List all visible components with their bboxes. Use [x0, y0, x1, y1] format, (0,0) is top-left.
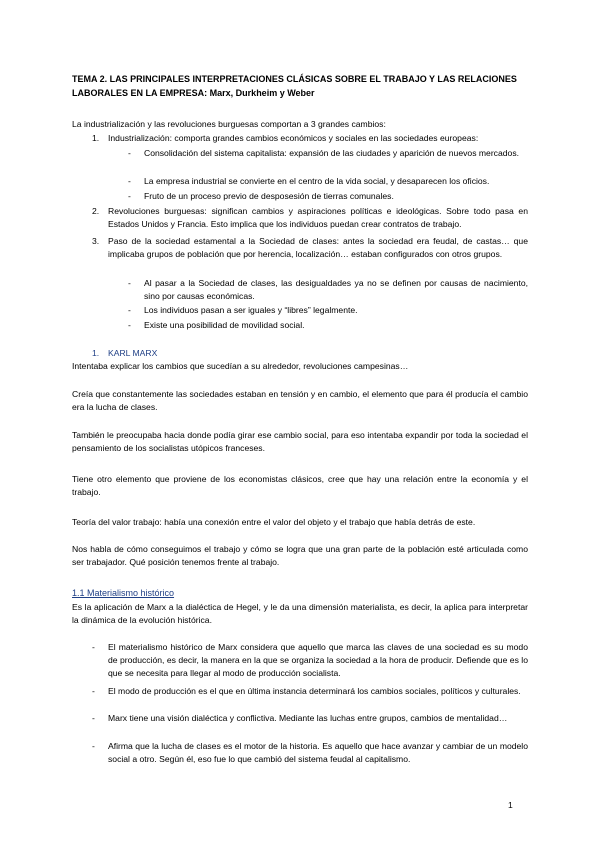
change-1-number: 1.	[92, 133, 100, 143]
change-3-bullet-1: Al pasar a la Sociedad de clases, las desigualdades ya no se definen por causas de nacimiento, sino por causas económicas.	[144, 278, 528, 301]
bullet-dash: -	[128, 278, 131, 288]
bullet-dash: -	[128, 191, 131, 201]
change-1-text: Industrialización: comporta grandes cambios económicos y sociales en las sociedades europeas:	[108, 133, 479, 143]
page-number: 1	[508, 800, 513, 810]
section-1-paragraph-3: También le preocupaba hacia donde podía girar ese cambio social, para eso intentaba expandir por toda la sociedad el pensamiento de los socialistas utópicos franceses.	[72, 430, 528, 453]
page-title	[72, 72, 528, 100]
change-1-bullet-2: La empresa industrial se convierte en el centro de la vida social, y desaparecen los oficios.	[144, 176, 490, 186]
section-1-paragraph-2: Creía que constantemente las sociedades estaban en tensión y en cambio, el elemento que para él producía el cambio era la lucha de clases.	[72, 389, 528, 412]
bullet-dash: -	[92, 741, 95, 751]
change-3-bullet-2: Los individuos pasan a ser iguales y “libres” legalmente.	[144, 305, 358, 315]
subsection-bullet-1: El materialismo histórico de Marx considera que aquello que marca las claves de una sociedad es su modo de producción, es decir, la manera en la que se organiza la sociedad a la hora de producir. Defiende que es lo que se necesita para llegar al modo de producción socialista.	[108, 642, 528, 678]
bullet-dash: -	[92, 713, 95, 723]
bullet-dash: -	[128, 305, 131, 315]
change-3-text: Paso de la sociedad estamental a la Sociedad de clases: antes la sociedad era feudal, de castas… que implicaba grupos de población que por herencia, localización… estaban configurados con otros grupos.	[108, 236, 528, 259]
bullet-dash: -	[128, 320, 131, 330]
title-line-2-rest: Marx, Durkheim y Weber	[207, 88, 315, 98]
section-1-paragraph-1: Intentaba explicar los cambios que sucedían a su alrededor, revoluciones campesinas…	[72, 361, 409, 371]
change-3-number: 3.	[92, 236, 100, 246]
subsection-heading: 1.1 Materialismo histórico	[72, 588, 175, 598]
intro-text: La industrialización y las revoluciones burguesas comportan a 3 grandes cambios:	[72, 119, 386, 129]
bullet-dash: -	[92, 686, 95, 696]
title-line-1: TEMA 2. LAS PRINCIPALES INTERPRETACIONES CLÁSICAS SOBRE EL TRABAJO Y LAS RELACIONES	[72, 74, 517, 84]
section-1-paragraph-5: Teoría del valor trabajo: había una conexión entre el valor del objeto y el trabajo que había detrás de este.	[72, 517, 476, 527]
change-1-bullet-1: Consolidación del sistema capitalista: expansión de las ciudades y aparición de nuevos mercados.	[144, 148, 519, 158]
section-1-number: 1.	[92, 348, 100, 358]
change-2-text: Revoluciones burguesas: significan cambios y aspiraciones políticas e ideológicas. Sobre todo pasa en Estados Unidos y Francia. Esto implica que los individuos puedan crear contratos de trabajo.	[108, 206, 528, 229]
section-1-paragraph-6: Nos habla de cómo conseguimos el trabajo y cómo se logra que una gran parte de la población esté articulada como ser trabajador. Qué posición tenemos frente al trabajo.	[72, 544, 528, 567]
subsection-intro: Es la aplicación de Marx a la dialéctica de Hegel, y le da una dimensión materialista, es decir, la aplica para interpretar la dinámica de la evolución histórica.	[72, 602, 528, 625]
bullet-dash: -	[128, 176, 131, 186]
section-1-paragraph-4: Tiene otro elemento que proviene de los economistas clásicos, cree que hay una relación entre la economía y el trabajo.	[72, 474, 528, 497]
change-3-bullet-3: Existe una posibilidad de movilidad social.	[144, 320, 305, 330]
title-line-2	[72, 86, 528, 100]
subsection-bullet-2: El modo de producción es el que en última instancia determinará los cambios sociales, políticos y culturales.	[108, 686, 521, 696]
subsection-bullet-3: Marx tiene una visión dialéctica y conflictiva. Mediante las luchas entre grupos, cambios de mentalidad…	[108, 713, 508, 723]
change-2-number: 2.	[92, 206, 100, 216]
subsection-bullet-4: Afirma que la lucha de clases es el motor de la historia. Es aquello que hace avanzar y cambiar de un modelo social a otro. Según él, eso fue lo que cambió del sistema feudal al capitalismo.	[108, 741, 528, 764]
bullet-dash: -	[92, 642, 95, 652]
title-line-2-bold: LABORALES EN LA EMPRESA:	[72, 88, 208, 98]
section-1-heading: KARL MARX	[108, 348, 158, 358]
change-1-bullet-3: Fruto de un proceso previo de desposesión de tierras comunales.	[144, 191, 394, 201]
bullet-dash: -	[128, 148, 131, 158]
